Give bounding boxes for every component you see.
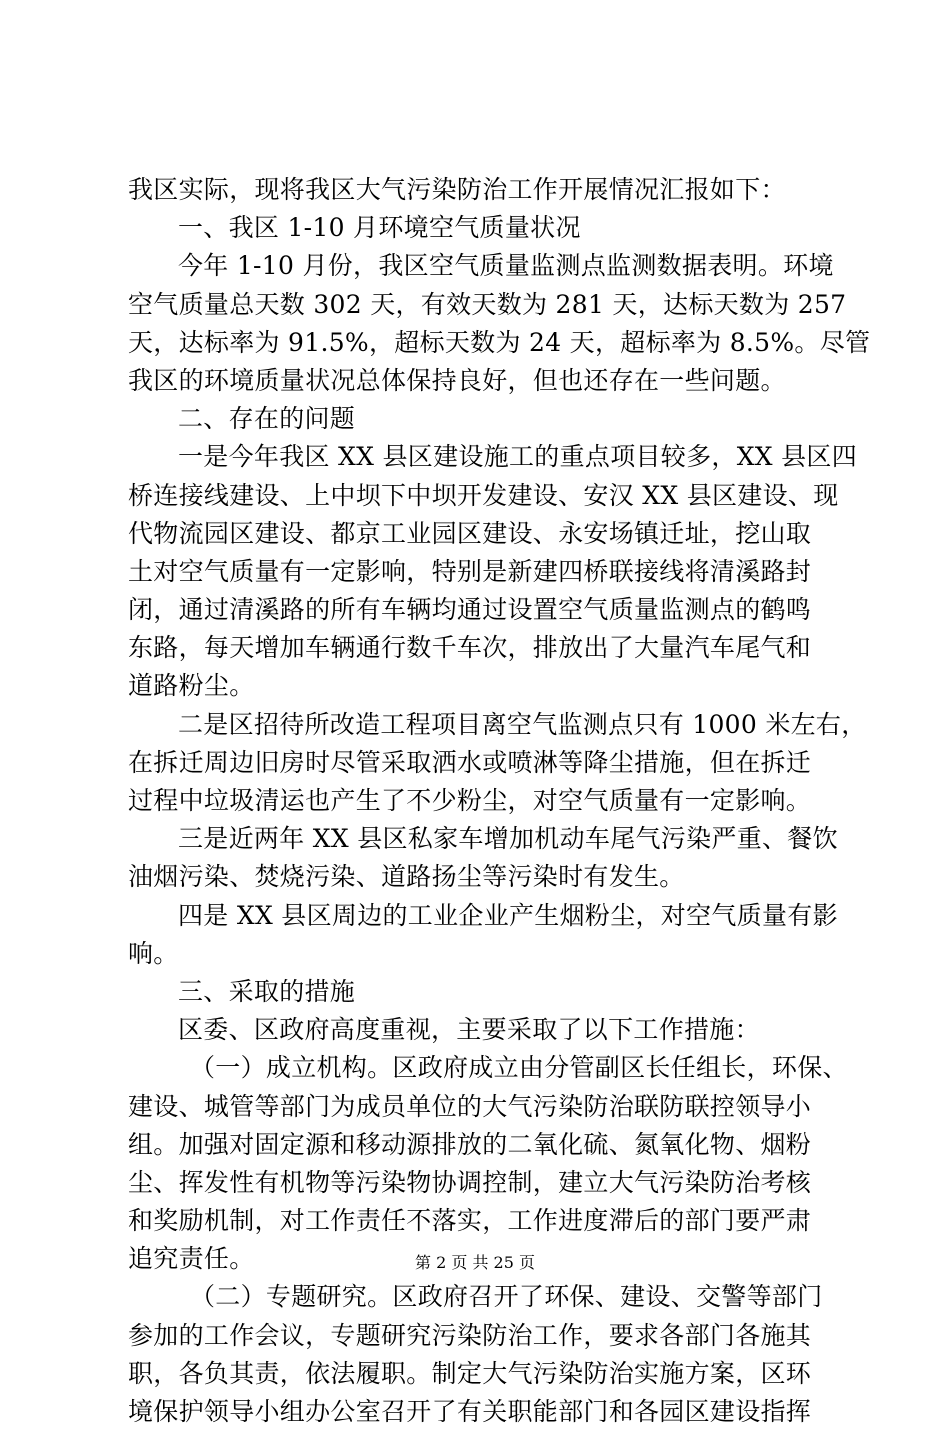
- subsection-heading: （一）成立机构。区政府成立由分管副区长任组长，环保、: [190, 1053, 848, 1083]
- text-line: 过程中垃圾清运也产生了不少粉尘，对空气质量有一定影响。: [128, 786, 812, 815]
- text-line: 和奖励机制，对工作责任不落实，工作进度滞后的部门要严肃: [128, 1206, 812, 1236]
- text-line: 油烟污染、焚烧污染、道路扬尘等污染时有发生。: [128, 862, 685, 892]
- text-line: 一是今年我区 XX 县区建设施工的重点项目较多，XX 县区四: [178, 442, 858, 472]
- text-line: 空气质量总天数 302 天，有效天数为 281 天，达标天数为 257: [128, 289, 847, 319]
- section-heading: 三、采取的措施: [178, 976, 356, 1006]
- text-line: 二是区招待所改造工程项目离空气监测点只有 1000 米左右，: [178, 709, 867, 739]
- text-line: 参加的工作会议，专题研究污染防治工作，要求各部门各施其: [128, 1320, 812, 1350]
- text-line: 桥连接线建设、上中坝下中坝开发建设、安汉 XX 县区建设、现: [128, 480, 839, 510]
- text-line: 四是 XX 县区周边的工业企业产生烟粉尘，对空气质量有影: [178, 900, 838, 930]
- text-line: 区委、区政府高度重视，主要采取了以下工作措施：: [178, 1015, 760, 1045]
- text-line: 土对空气质量有一定影响，特别是新建四桥联接线将清溪路封: [128, 556, 812, 586]
- document-body: [128, 171, 871, 1431]
- text-line: 闭，通过清溪路的所有车辆均通过设置空气质量监测点的鹤鸣: [128, 595, 812, 625]
- text-line: 我区实际，现将我区大气污染防治工作开展情况汇报如下：: [128, 175, 786, 204]
- section-heading: 二、存在的问题: [178, 404, 356, 434]
- text-line: 尘、挥发性有机物等污染物协调控制，建立大气污染防治考核: [128, 1167, 812, 1197]
- text-line: 今年 1-10 月份，我区空气质量监测点监测数据表明。环境: [178, 251, 834, 281]
- text-line: 追究责任。: [128, 1244, 255, 1274]
- text-line: 组。加强对固定源和移动源排放的二氧化硫、氮氧化物、烟粉: [128, 1129, 812, 1159]
- text-line: 天，达标率为 91.5%，超标天数为 24 天，超标率为 8.5%。尽管: [128, 327, 871, 357]
- section-heading: 一、我区 1-10 月环境空气质量状况: [178, 213, 581, 243]
- text-line: 响。: [128, 938, 179, 968]
- text-line: 境保护领导小组办公室召开了有关职能部门和各园区建设指挥: [128, 1397, 812, 1426]
- text-line: 道路粉尘。: [128, 671, 255, 701]
- text-line: 职，各负其责，依法履职。制定大气污染防治实施方案，区环: [128, 1358, 812, 1388]
- text-line: 代物流园区建设、都京工业园区建设、永安场镇迁址，挖山取: [128, 518, 812, 548]
- text-line: 东路，每天增加车辆通行数千车次，排放出了大量汽车尾气和: [128, 633, 812, 663]
- text-line: 三是近两年 XX 县区私家车增加机动车尾气污染严重、餐饮: [178, 824, 838, 854]
- text-line: 我区的环境质量状况总体保持良好，但也还存在一些问题。: [128, 365, 786, 395]
- text-line: 在拆迁周边旧房时尽管采取洒水或喷淋等降尘措施，但在拆迁: [128, 747, 812, 777]
- subsection-heading: （二）专题研究。区政府召开了环保、建设、交警等部门: [190, 1282, 823, 1312]
- page-number-footer: 第 2 页 共 25 页: [415, 1253, 535, 1272]
- text-line: 建设、城管等部门为成员单位的大气污染防治联防联控领导小: [128, 1091, 812, 1121]
